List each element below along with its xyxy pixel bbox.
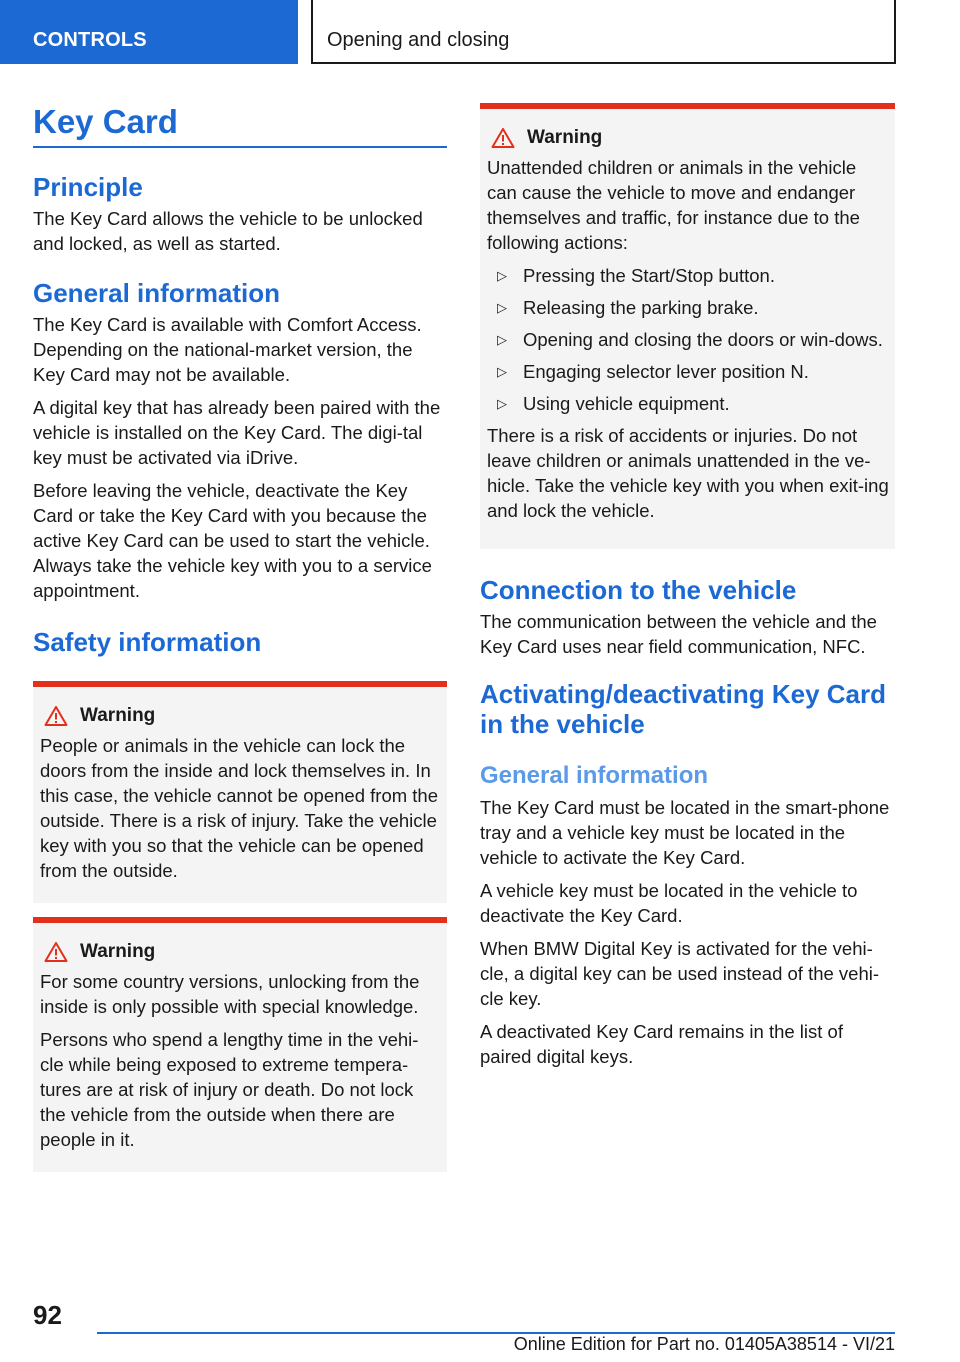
activating-paragraph-2: A vehicle key must be located in the vehicle to deactivate the Key Card. (480, 880, 858, 926)
list-item-text: Using vehicle equipment. (523, 393, 730, 414)
triangle-right-outline-icon: ▷ (497, 396, 507, 411)
warning-action-list (487, 263, 889, 416)
principle-heading: Principle (33, 172, 143, 202)
warning-triangle-icon (44, 705, 68, 727)
warning-paragraph-1: For some country versions, unlocking from the inside is only possible with special knowledge. (40, 971, 420, 1017)
warning-box-temperature (33, 917, 447, 1172)
warning-box-unattended (480, 103, 895, 549)
list-item-text: Pressing the Start/Stop button. (523, 265, 775, 286)
warning-title (40, 703, 441, 729)
warning-title-label: Warning (80, 705, 156, 726)
list-item-text: Opening and closing the doors or win-dows. (523, 329, 883, 350)
warning-intro: Unattended children or animals in the vehicle can cause the vehicle to move and endanger themselves and traffic, for instance due to the following actions: (487, 157, 860, 253)
triangle-right-outline-icon: ▷ (497, 364, 507, 379)
activating-paragraph-4: A deactivated Key Card remains in the list of paired digital keys. (480, 1021, 843, 1067)
general-paragraph-3: Before leaving the vehicle, deactivate the Key Card or take the Key Card with you because the active Key Card can be used to start the vehicle. Always take the vehicle key with you to a service appointment. (33, 480, 432, 601)
list-item-text: Engaging selector lever position N. (523, 361, 809, 382)
page-number: 92 (33, 1300, 62, 1330)
triangle-right-outline-icon: ▷ (497, 300, 507, 315)
connection-text: The communication between the vehicle and the Key Card uses near field communication, NFC. (480, 611, 877, 657)
activating-paragraph-3: When BMW Digital Key is activated for the vehi-cle, a digital key can be used instead of the vehi-cle key. (480, 938, 880, 1009)
chapter-title: Opening and closing (311, 0, 896, 64)
triangle-right-outline-icon: ▷ (497, 332, 507, 347)
warning-text: People or animals in the vehicle can lock the doors from the inside and lock themselves in. In this case, the vehicle cannot be opened from the outside. There is a risk of injury. Take the vehicle key with you so that the vehicle can be opened from the outside. (40, 735, 439, 881)
triangle-right-outline-icon: ▷ (497, 268, 507, 283)
warning-outro: There is a risk of accidents or injuries. Do not leave children or animals unattended in the ve-hicle. Take the vehicle key with you when exit-ing and lock the vehicle. (487, 425, 889, 521)
warning-title (487, 125, 889, 151)
warning-triangle-icon (491, 127, 515, 149)
activating-paragraph-1: The Key Card must be located in the smart-phone tray and a vehicle key must be located in the vehicle to activate the Key Card. (480, 797, 890, 868)
warning-title-label: Warning (80, 941, 156, 962)
connection-heading: Connection to the vehicle (480, 575, 797, 605)
general-information-heading: General information (33, 278, 281, 308)
principle-text: The Key Card allows the vehicle to be unlocked and locked, as well as started. (33, 208, 423, 254)
warning-title (40, 939, 441, 965)
list-item (487, 263, 889, 288)
page-title: Key Card (33, 103, 178, 140)
list-item-text: Releasing the parking brake. (523, 297, 759, 318)
left-column (33, 100, 447, 1172)
list-item (487, 295, 889, 320)
list-item (487, 359, 889, 384)
activating-heading: Activating/deactivating Key Card in the vehicle (480, 679, 886, 739)
activating-general-subheading: General information (480, 762, 709, 789)
list-item (487, 327, 889, 352)
section-tab: CONTROLS (0, 0, 298, 64)
warning-box-locking (33, 681, 447, 903)
warning-paragraph-2: Persons who spend a lengthy time in the vehi-cle while being exposed to extreme tempera-tures are at risk of injury or death. Do not lock the vehicle from the outside when there are people in it. (40, 1029, 419, 1150)
general-paragraph-1: The Key Card is available with Comfort Access. Depending on the national-market version, the Key Card may not be available. (33, 314, 422, 385)
right-column (480, 103, 895, 1077)
warning-title-label: Warning (527, 127, 603, 148)
list-item (487, 391, 889, 416)
warning-triangle-icon (44, 941, 68, 963)
title-divider (33, 146, 447, 148)
general-paragraph-2: A digital key that has already been paired with the vehicle is installed on the Key Card. The digi-tal key must be activated via iDrive. (33, 397, 441, 468)
edition-note: Online Edition for Part no. 01405A38514 - VI/21 (513, 1334, 895, 1354)
safety-information-heading: Safety information (33, 627, 262, 657)
